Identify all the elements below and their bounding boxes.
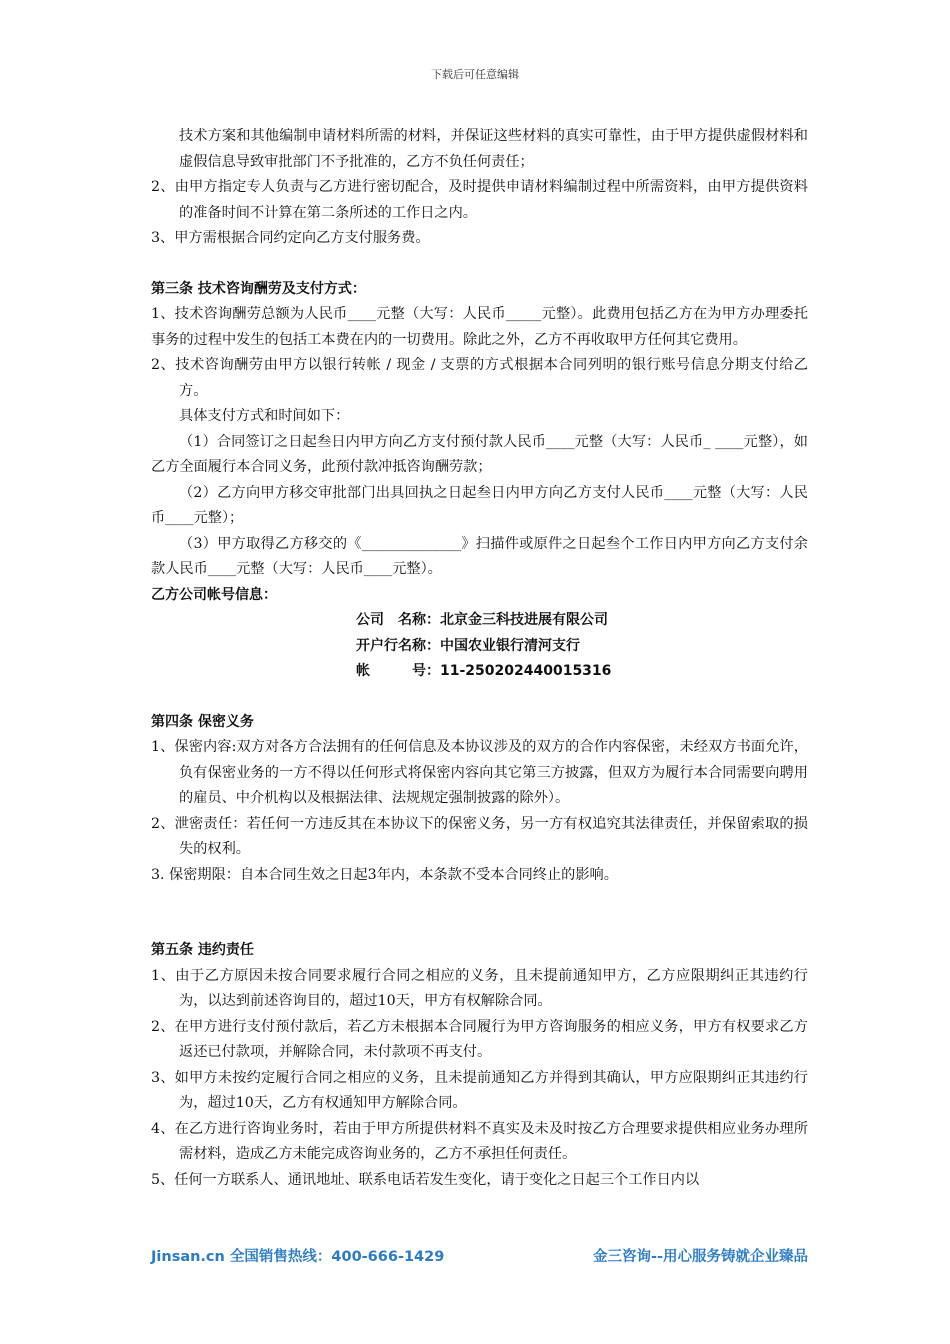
bank-company-name: 公司 名称：北京金三科技进展有限公司 (356, 612, 608, 628)
bank-branch: 开户行名称：中国农业银行清河支行 (356, 637, 580, 654)
document-body (151, 124, 808, 1193)
article-5-clause-5: 5、任何一方联系人、通讯地址、联系电话若发生变化，请于变化之日起三个工作日内以 (151, 1171, 700, 1188)
article-3-heading: 第三条 技术咨询酬劳及支付方式： (151, 280, 366, 297)
article-4-clause-1: 1、保密内容:双方对各方合法拥有的任何信息及本协议涉及的双方的合作内容保密，未经双方书面允许，负有保密业务的一方不得以任何形式将保密内容向其它第三方披露，但双方为履行本合同需要向聘用的雇员、中介机构以及根据法律、法规规定强制披露的除外）。 (151, 739, 808, 806)
bank-account: 帐 号：11-250202440015316 (356, 663, 612, 679)
bank-info-title: 乙方公司帐号信息： (151, 586, 277, 603)
paragraph-intro-1: 技术方案和其他编制申请材料所需的材料，并保证这些材料的真实可靠性，由于甲方提供虚假材料和虚假信息导致审批部门不予批准的，乙方不负任何责任； (179, 128, 808, 170)
paragraph-intro-3: 3、甲方需根据合同约定向乙方支付服务费。 (151, 230, 430, 246)
article-3-payment-2: （2）乙方向甲方移交审批部门出具回执之日起叁日内甲方向乙方支付人民币____元整（大写：人民币____元整）； (151, 484, 808, 526)
article-5-clause-3: 3、如甲方未按约定履行合同之相应的义务，且未提前通知乙方并得到其确认，甲方应限期纠正其违约行为，超过10天，乙方有权通知甲方解除合同。 (151, 1069, 808, 1111)
article-4-heading: 第四条 保密义务 (151, 713, 254, 730)
article-3-clause-2: 2、技术咨询酬劳由甲方以银行转帐 / 现金 / 支票的方式根据本合同列明的银行账号信息分期支付给乙方。 (151, 357, 808, 399)
page-header: 下载后可任意编辑 (431, 68, 519, 81)
article-3-payment-3: （3）甲方取得乙方移交的《______________》扫描件或原件之日起叁个工作日内甲方向乙方支付余款人民币____元整（大写：人民币____元整）。 (151, 535, 808, 577)
article-4-clause-2: 2、泄密责任：若任何一方违反其在本协议下的保密义务，另一方有权追究其法律责任，并保留索取的损失的权利。 (151, 815, 808, 857)
article-3-clause-1: 1、技术咨询酬劳总额为人民币____元整（大写：人民币_____元整）。此费用包括乙方在为甲方办理委托事务的过程中发生的包括工本费在内的一切费用。除此之外，乙方不再收取甲方任何其它费用。 (151, 306, 808, 348)
footer-slogan: 金三咨询--用心服务铸就企业臻品 (592, 1249, 808, 1265)
article-5-clause-4: 4、在乙方进行咨询业务时，若由于甲方所提供材料不真实及未及时按乙方合理要求提供相应业务办理所需材料，造成乙方未能完成咨询业务的，乙方不承担任何责任。 (151, 1120, 808, 1162)
paragraph-intro-2: 2、由甲方指定专人负责与乙方进行密切配合，及时提供申请材料编制过程中所需资料，由甲方提供资料的准备时间不计算在第二条所述的工作日之内。 (151, 179, 808, 221)
article-5-clause-1: 1、由于乙方原因未按合同要求履行合同之相应的义务，且未提前通知甲方，乙方应限期纠正其违约行为，以达到前述咨询目的，超过10天，甲方有权解除合同。 (151, 967, 808, 1009)
article-5-clause-2: 2、在甲方进行支付预付款后，若乙方未根据本合同履行为甲方咨询服务的相应义务，甲方有权要求乙方返还已付款项，并解除合同，未付款项不再支付。 (151, 1018, 808, 1060)
article-3-payment-1: （1）合同签订之日起叁日内甲方向乙方支付预付款人民币____元整（大写：人民币_ ____元整），如乙方全面履行本合同义务，此预付款冲抵咨询酬劳款； (151, 433, 808, 475)
footer-hotline[interactable]: Jinsan.cn 全国销售热线：400-666-1429 (151, 1249, 445, 1265)
article-4-clause-3: 3. 保密期限：自本合同生效之日起3年内，本条款不受本合同终止的影响。 (151, 866, 618, 883)
article-5-heading: 第五条 违约责任 (151, 942, 254, 958)
article-3-payment-intro: 具体支付方式和时间如下： (179, 408, 350, 424)
